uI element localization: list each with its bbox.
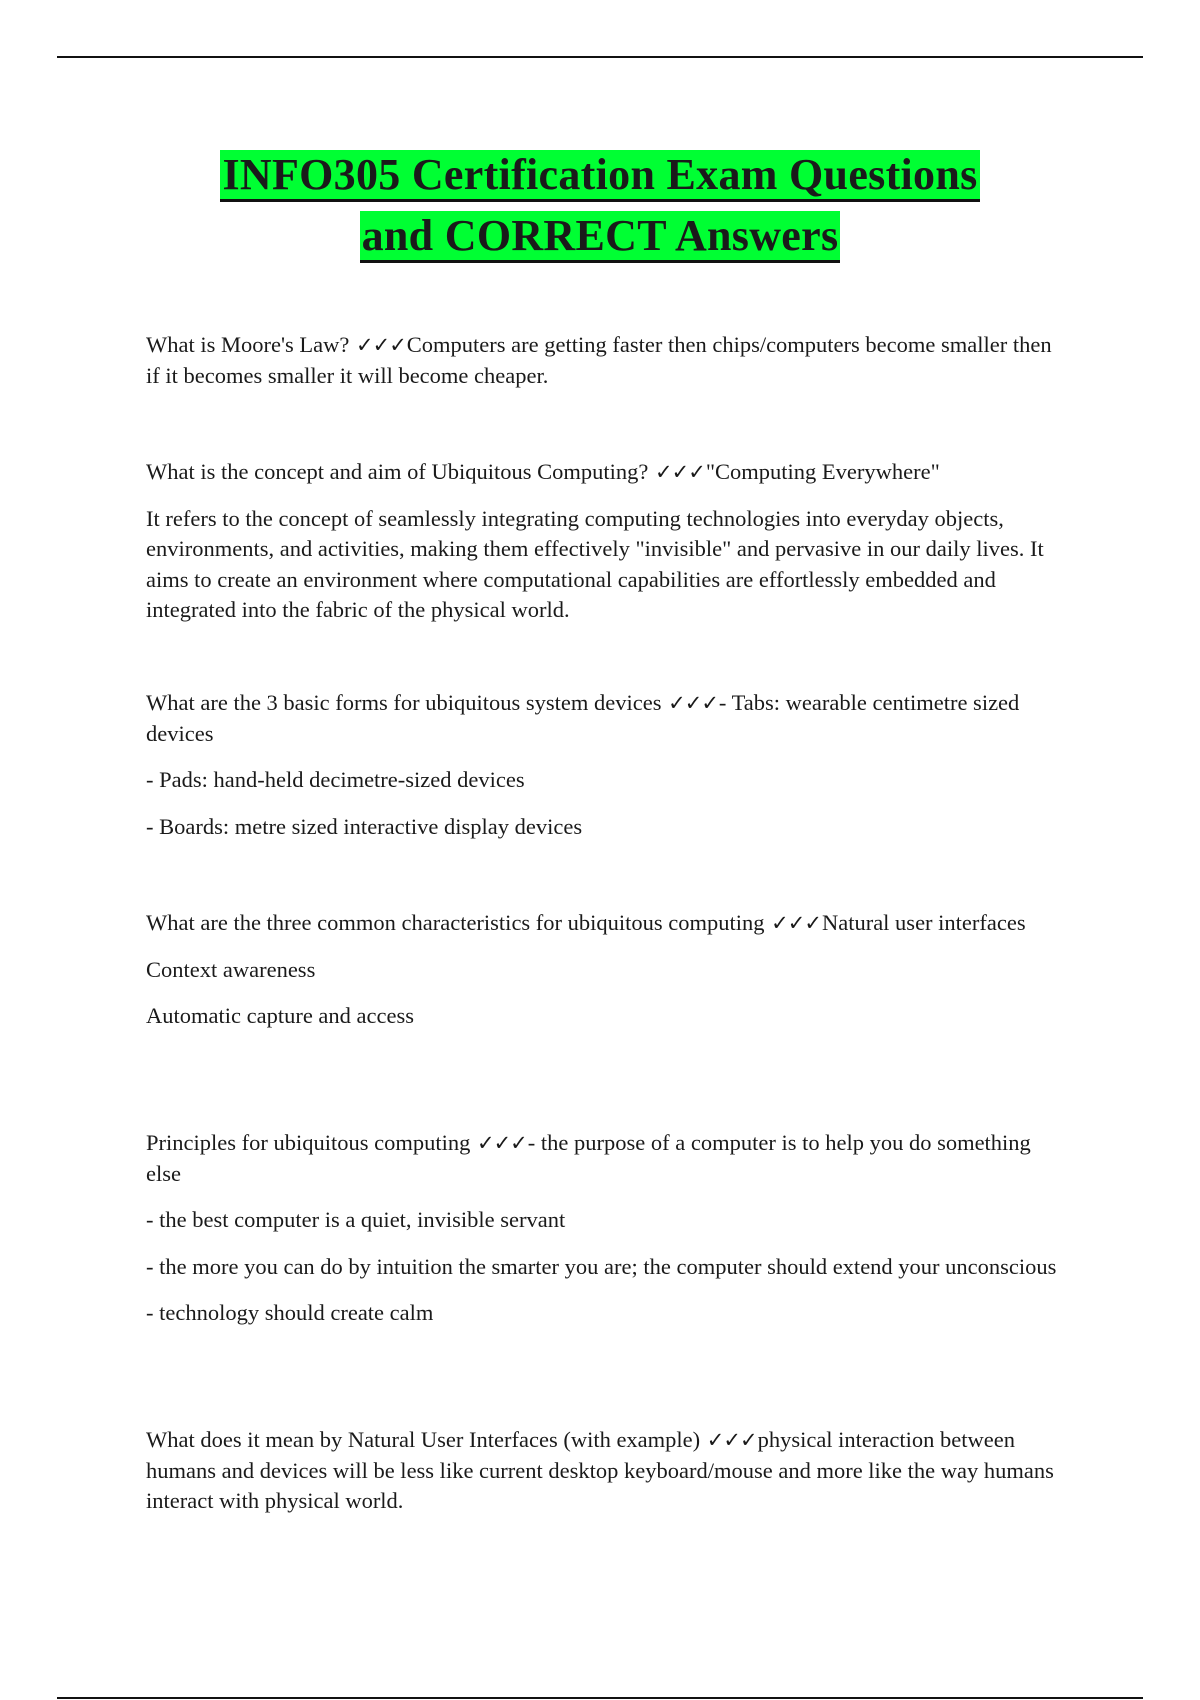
question-text: What are the three common characteristics for ubiquitous computing xyxy=(146,910,765,935)
qa-item xyxy=(146,1425,1066,1533)
title-line-2: and CORRECT Answers xyxy=(360,211,841,263)
answer-text: - the purpose of a computer is to help you do something else xyxy=(146,1130,1031,1186)
answer-paragraph: Context awareness xyxy=(146,956,316,982)
question-text: What is the concept and aim of Ubiquitous Computing? xyxy=(146,459,649,484)
title-line-1: INFO305 Certification Exam Questions xyxy=(220,150,979,202)
answer-text: - Tabs: wearable centimetre sized devices xyxy=(146,690,1020,746)
question-text: What does it mean by Natural User Interfaces (with example) xyxy=(146,1427,701,1452)
answer-text: Natural user interfaces xyxy=(821,910,1026,935)
answer-paragraph: It refers to the concept of seamlessly integrating computing technologies into everyday objects, environments, and activities, making them effectively "invisible" and pervasive in our daily lives. It aims to create an environment where computational capabilities are effortlessly embedded and integrated into the fabric of the physical world. xyxy=(146,505,1044,622)
answer-paragraph: - Pads: hand-held decimetre-sized devices xyxy=(146,767,525,792)
qa-question-line xyxy=(146,1128,1066,1189)
answer-text: Computers are getting faster then chips/computers become smaller then if it becomes smaller it will become cheaper. xyxy=(146,332,1052,388)
answer-text: "Computing Everywhere" xyxy=(705,459,940,484)
qa-question-line xyxy=(146,908,1066,939)
qa-question-line xyxy=(146,330,1066,391)
qa-question-line xyxy=(146,1425,1066,1517)
qa-question-line xyxy=(146,688,1066,749)
top-divider xyxy=(57,56,1143,58)
question-text: Principles for ubiquitous computing xyxy=(146,1130,471,1155)
answer-paragraph: Automatic capture and access xyxy=(146,1003,415,1028)
check-mark-icon: ✓✓✓ xyxy=(706,1428,757,1452)
qa-item xyxy=(146,330,1066,407)
document-title xyxy=(120,144,1080,266)
qa-item xyxy=(146,457,1066,642)
qa-item xyxy=(146,908,1066,1048)
bottom-divider xyxy=(57,1697,1143,1699)
check-mark-icon: ✓✓✓ xyxy=(771,911,821,935)
qa-item xyxy=(146,688,1066,858)
answer-paragraph: - technology should create calm xyxy=(146,1300,434,1325)
qa-item xyxy=(146,1128,1066,1345)
question-text: What are the 3 basic forms for ubiquitous system devices xyxy=(146,690,662,715)
answer-text: physical interaction between humans and devices will be less like current desktop keyboard/mouse and more like the way humans interact with physical world. xyxy=(146,1427,1054,1513)
check-mark-icon: ✓✓✓ xyxy=(668,691,718,715)
question-text: What is Moore's Law? xyxy=(146,332,350,357)
check-mark-icon: ✓✓✓ xyxy=(356,333,406,357)
answer-paragraph: - the best computer is a quiet, invisible servant xyxy=(146,1207,566,1232)
check-mark-icon: ✓✓✓ xyxy=(655,460,705,484)
answer-paragraph: - Boards: metre sized interactive display devices xyxy=(146,813,583,839)
answer-paragraph: - the more you can do by intuition the smarter you are; the computer should extend your unconscious xyxy=(146,1253,1057,1279)
qa-question-line xyxy=(146,457,1066,488)
check-mark-icon: ✓✓✓ xyxy=(476,1131,527,1155)
